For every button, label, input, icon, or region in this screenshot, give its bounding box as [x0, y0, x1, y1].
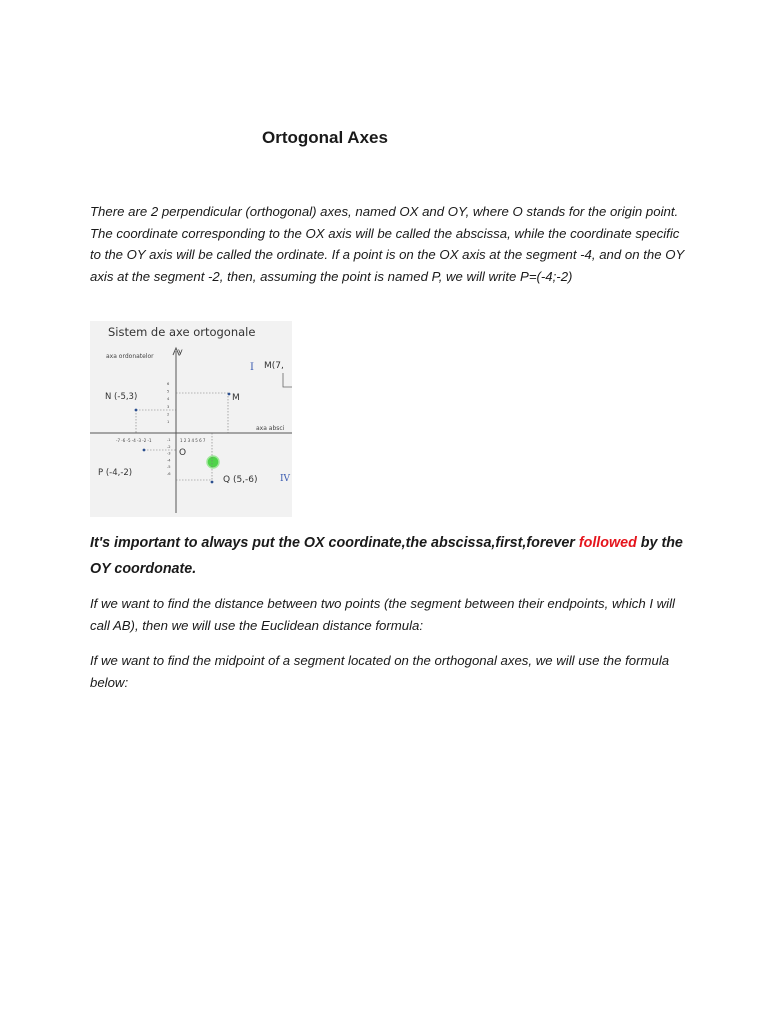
figure-title: Sistem de axe ortogonale [108, 325, 256, 339]
intro-paragraph: There are 2 perpendicular (orthogonal) axes, named OX and OY, where O stands for the origin point. The coordinate corresponding to the OX axis will be called the abscissa, while the coordinate specific to the OY axis will be called the ordinate. If a point is on the OX axis at the segment -4, and on the OY axis at the segment -2, then, assuming the point is named P, we will write P=(-4;-2) [90, 204, 685, 284]
point-M-dot [228, 393, 231, 396]
point-M-label: M [232, 393, 240, 403]
quadrant-I-label: I [250, 362, 254, 373]
axes-figure [90, 321, 292, 517]
axes-diagram [90, 321, 292, 517]
y-tick-positive-2: 4 [167, 397, 170, 402]
y-ticks-negative [167, 438, 171, 476]
y-tick-positive-3: 3 [167, 404, 170, 409]
point-P-label: P (-4,-2) [98, 468, 133, 478]
y-tick-positive-1: 5 [167, 389, 170, 394]
origin-label: O [179, 448, 187, 458]
y-ticks-positive [167, 382, 170, 424]
x-ticks-positive: 1 2 3 4 5 6 7 [180, 438, 206, 443]
y-axis-label: y [178, 347, 183, 356]
point-M-coordinates: M(7, [264, 361, 284, 371]
quadrant-IV-label: IV [280, 474, 291, 484]
y-tick-negative-2: -3 [167, 451, 171, 456]
y-axis-caption: axa ordonatelor [106, 353, 154, 360]
green-marker [207, 456, 219, 468]
x-axis-caption: axa absci [256, 425, 285, 432]
distance-paragraph: If we want to find the distance between two points (the segment between their endpoints, which I will call AB), then we will use the Euclidean distance formula: [90, 596, 675, 633]
point-Q-dot [211, 481, 214, 484]
x-ticks-negative: -7 -6 -5 -4 -3 -2 -1 [116, 438, 152, 443]
y-tick-negative-4: -5 [167, 465, 171, 470]
point-N-dot [135, 409, 138, 412]
midpoint-paragraph: If we want to find the midpoint of a segment located on the orthogonal axes, we will use the formula below: [90, 653, 670, 690]
y-tick-negative-0: -1 [167, 438, 171, 442]
y-tick-positive-5: 1 [167, 420, 170, 424]
y-tick-negative-3: -4 [167, 458, 171, 463]
point-N-label: N (-5,3) [105, 392, 138, 402]
y-tick-positive-4: 2 [167, 412, 170, 417]
emphasis-text-end: by the OY coordonate. [90, 535, 683, 577]
y-tick-negative-5: -6 [167, 472, 171, 476]
page-title: Ortogonal Axes [262, 128, 388, 147]
y-tick-negative-1: -2 [167, 444, 171, 449]
emphasis-text-start: It's important to always put the OX coordinate,the abscissa,first,forever [90, 535, 579, 551]
point-Q-label: Q (5,-6) [223, 475, 258, 485]
point-M-bracket [283, 373, 292, 387]
emphasis-red-word: followed [578, 535, 637, 551]
y-tick-positive-0: 6 [167, 382, 170, 386]
point-P-dot [143, 449, 146, 452]
emphasis-statement [90, 530, 690, 582]
